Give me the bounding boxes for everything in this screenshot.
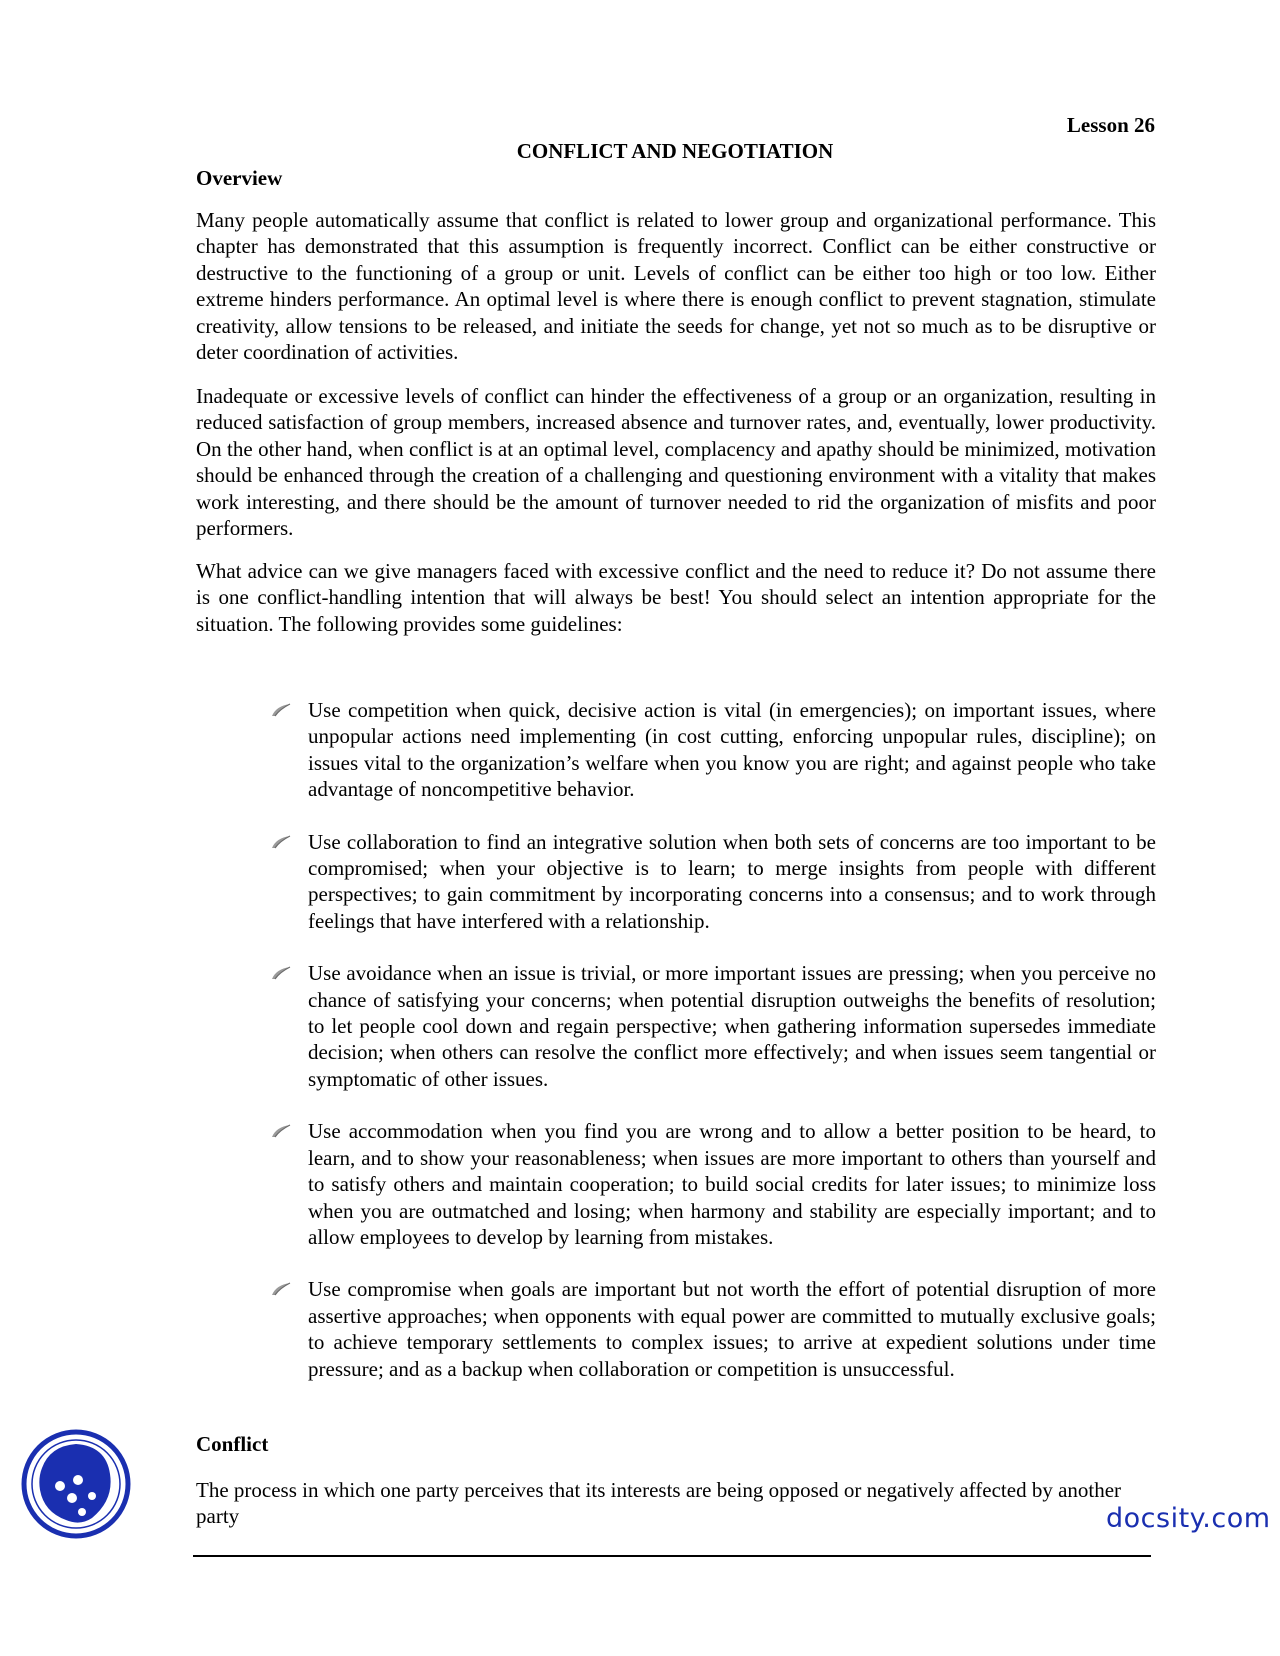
overview-paragraph-2: Inadequate or excessive levels of conflict can hinder the effectiveness of a group or an organization, resulting in reduced satisfaction of group members, increased absence and turnover rates, and, eventually, lower productivity. On the other hand, when conflict is at an optimal level, complacency and apathy should be minimized, motivation should be enhanced through the creation of a challenging and questioning environment with a vitality that makes work interesting, and there should be the amount of turnover needed to rid the organization of misfits and poor performers. bbox=[196, 384, 1156, 541]
footer-divider bbox=[193, 1555, 1151, 1557]
overview-paragraph-1: Many people automatically assume that conflict is related to lower group and organizational performance. This chapter has demonstrated that this assumption is frequently incorrect. Conflict can be either constructive or destructive to the functioning of a group or unit. Levels of conflict can be either too high or too low. Either extreme hinders performance. An optimal level is where there is enough conflict to prevent stagnation, stimulate creativity, allow tensions to be released, and initiate the seeds for change, yet not so much as to be disruptive or deter coordination of activities. bbox=[196, 208, 1156, 365]
bullet-icon bbox=[270, 1282, 292, 1296]
list-item bbox=[196, 1276, 1156, 1382]
list-item bbox=[196, 829, 1156, 935]
guidelines-list bbox=[196, 697, 1156, 1408]
list-item bbox=[196, 960, 1156, 1092]
overview-heading: Overview bbox=[196, 166, 283, 190]
bullet-icon bbox=[270, 835, 292, 849]
guideline-competition: Use competition when quick, decisive action is vital (in emergencies); on important issues, where unpopular actions need implementing (in cost cutting, enforcing unpopular rules, discipline); on issues vital to the organization’s welfare when you know you are right; and against people who take advantage of noncompetitive behavior. bbox=[308, 698, 1156, 802]
page-title: CONFLICT AND NEGOTIATION bbox=[516, 139, 834, 163]
conflict-definition: The process in which one party perceives that its interests are being opposed or negatively affected by another party bbox=[196, 1478, 1122, 1529]
docsity-brand-link[interactable]: docsity.com bbox=[1106, 1503, 1271, 1534]
guideline-compromise: Use compromise when goals are important but not worth the effort of potential disruption of more assertive approaches; when opponents with equal power are committed to mutually exclusive goals; to achieve temporary settlements to complex issues; to arrive at expedient solutions under time pressure; and as a backup when collaboration or competition is unsuccessful. bbox=[308, 1277, 1156, 1381]
list-item bbox=[196, 1118, 1156, 1250]
guideline-avoidance: Use avoidance when an issue is trivial, or more important issues are pressing; when you perceive no chance of satisfying your concerns; when potential disruption outweighs the benefits of resolution; to let people cool down and regain perspective; when gathering information supersedes immediate decision; when others can resolve the conflict more effectively; and when issues seem tangential or symptomatic of other issues. bbox=[308, 961, 1156, 1091]
bullet-icon bbox=[270, 703, 292, 717]
bullet-icon bbox=[270, 1124, 292, 1138]
docsity-logo-icon[interactable] bbox=[20, 1428, 132, 1540]
guideline-accommodation: Use accommodation when you find you are wrong and to allow a better position to be heard, to learn, and to show your reasonableness; when issues are more important to others than yourself and to satisfy others and maintain cooperation; to build social credits for later issues; to minimize loss when you are outmatched and losing; when harmony and stability are especially important; and to allow employees to develop by learning from mistakes. bbox=[308, 1119, 1156, 1249]
guideline-collaboration: Use collaboration to find an integrative solution when both sets of concerns are too important to be compromised; when your objective is to learn; to merge insights from people with different perspectives; to gain commitment by incorporating concerns into a consensus; and to work through feelings that have interfered with a relationship. bbox=[308, 829, 1156, 933]
conflict-heading: Conflict bbox=[196, 1432, 269, 1456]
list-item bbox=[196, 697, 1156, 803]
bullet-icon bbox=[270, 966, 292, 980]
lesson-number: Lesson 26 bbox=[1066, 113, 1155, 137]
overview-paragraph-3: What advice can we give managers faced with excessive conflict and the need to reduce it? Do not assume there is one conflict-handling intention that will always be best! You should select an intention appropriate for the situation. The following provides some guidelines: bbox=[196, 559, 1156, 636]
